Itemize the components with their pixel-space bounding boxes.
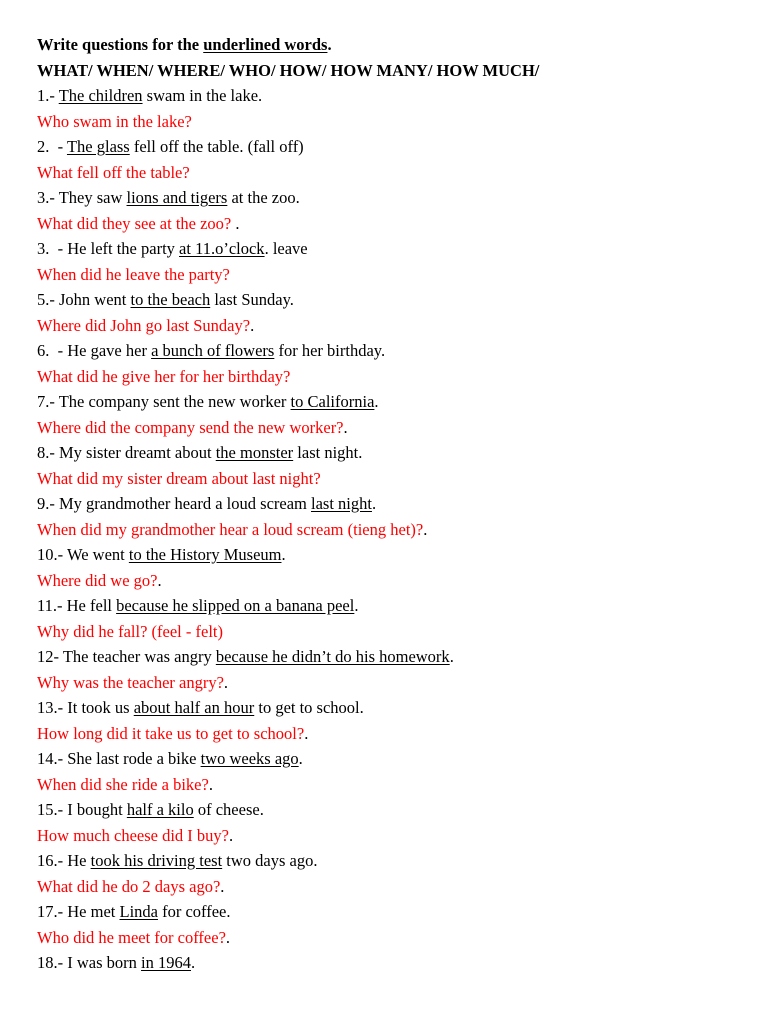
- answer-question: [37, 721, 737, 747]
- sentence-text: at the zoo.: [227, 188, 300, 207]
- sentence-text: 15.- I bought: [37, 800, 127, 819]
- sentence-text: .: [374, 392, 379, 411]
- instruction-underlined-text: underlined words: [203, 35, 328, 54]
- answer-text: When did my grandmother hear a loud scream (tieng het)?: [37, 519, 424, 539]
- answer-text: What did they see at the zoo?: [37, 213, 232, 233]
- sentence-text: last Sunday.: [210, 290, 294, 309]
- answer-punctuation: .: [223, 672, 229, 692]
- underlined-target-words: two weeks ago: [200, 749, 299, 768]
- answer-question: [37, 109, 737, 135]
- answer-punctuation: .: [250, 315, 255, 335]
- answer-text: When did she ride a bike?: [37, 774, 209, 794]
- underlined-target-words: because he slipped on a banana peel: [116, 596, 355, 615]
- sentence-text: .: [281, 545, 286, 564]
- underlined-target-words: half a kilo: [126, 800, 194, 819]
- underlined-target-words: to the beach: [130, 290, 211, 309]
- sentence-text: last night.: [293, 443, 363, 462]
- answer-question: [37, 670, 737, 696]
- sentence-text: 7.- The company sent the new worker: [37, 392, 291, 411]
- answer-punctuation: .: [208, 774, 213, 794]
- underlined-target-words: the monster: [215, 443, 294, 462]
- exercise-sentence: [37, 542, 737, 568]
- sentence-text: of cheese.: [193, 800, 264, 819]
- sentence-text: 8.- My sister dreamt about: [37, 443, 216, 462]
- answer-text: Why was the teacher angry?: [37, 672, 224, 692]
- underlined-target-words: at 11.o’clock: [179, 239, 265, 258]
- sentence-text: 6. - He gave her: [37, 341, 152, 360]
- answer-punctuation: .: [228, 825, 234, 845]
- sentence-text: 10.- We went: [37, 545, 129, 564]
- answer-question: [37, 313, 737, 339]
- instruction-text: Write questions for the: [37, 35, 204, 54]
- answer-text: Who swam in the lake?: [37, 111, 192, 131]
- instruction-period: .: [327, 35, 332, 54]
- underlined-target-words: to California: [290, 392, 375, 411]
- answer-question: [37, 823, 737, 849]
- worksheet-page: [37, 32, 737, 976]
- sentence-text: 14.- She last rode a bike: [37, 749, 201, 768]
- answer-question: [37, 568, 737, 594]
- answer-question: [37, 874, 737, 900]
- sentence-text: 16.- He: [37, 851, 91, 870]
- underlined-target-words: The glass: [66, 137, 130, 156]
- answer-punctuation: .: [343, 417, 348, 437]
- exercise-sentence: [37, 593, 737, 619]
- sentence-text: for coffee.: [157, 902, 231, 921]
- answer-punctuation: .: [157, 570, 162, 590]
- sentence-text: 1.-: [37, 86, 59, 105]
- sentence-text: .: [191, 953, 196, 972]
- answer-punctuation: .: [220, 876, 225, 896]
- answer-text: Where did John go last Sunday?: [37, 315, 251, 335]
- exercise-sentence: [37, 287, 737, 313]
- answer-text: What did he give her for her birthday?: [37, 366, 291, 386]
- instruction-line: [37, 32, 737, 58]
- sentence-text: .: [298, 749, 303, 768]
- answer-question: [37, 364, 737, 390]
- underlined-target-words: lions and tigers: [126, 188, 228, 207]
- underlined-target-words: to the History Museum: [128, 545, 282, 564]
- answer-text: When did he leave the party?: [37, 264, 230, 284]
- exercise-sentence: [37, 236, 737, 262]
- sentence-text: 3.- They saw: [37, 188, 127, 207]
- answer-text: Where did the company send the new worker?: [37, 417, 344, 437]
- answer-question: [37, 517, 737, 543]
- sentence-text: . leave: [264, 239, 308, 258]
- exercise-sentence: [37, 491, 737, 517]
- answer-question: [37, 211, 737, 237]
- exercise-sentence: [37, 644, 737, 670]
- answer-text: What did my sister dream about last night?: [37, 468, 321, 488]
- exercise-sentence: [37, 848, 737, 874]
- underlined-target-words: about half an hour: [133, 698, 255, 717]
- answer-text: How much cheese did I buy?: [37, 825, 229, 845]
- answer-question: [37, 262, 737, 288]
- answer-text: How long did it take us to get to school?: [37, 723, 305, 743]
- exercise-sentence: [37, 185, 737, 211]
- exercise-sentence: [37, 83, 737, 109]
- sentence-text: to get to school.: [254, 698, 364, 717]
- answer-punctuation: .: [225, 927, 231, 947]
- sentence-text: 5.- John went: [37, 290, 131, 309]
- sentence-text: 12- The teacher was angry: [37, 647, 216, 666]
- sentence-text: 17.- He met: [37, 902, 120, 921]
- answer-question: [37, 619, 737, 645]
- answer-question: [37, 772, 737, 798]
- exercise-sentence: [37, 338, 737, 364]
- answer-question: [37, 160, 737, 186]
- underlined-target-words: Linda: [119, 902, 158, 921]
- answer-question: [37, 415, 737, 441]
- sentence-text: 9.- My grandmother heard a loud scream: [37, 494, 311, 513]
- sentence-text: 13.- It took us: [37, 698, 134, 717]
- exercise-sentence: [37, 899, 737, 925]
- underlined-target-words: because he didn’t do his homework: [215, 647, 450, 666]
- answer-text: What did he do 2 days ago?: [37, 876, 221, 896]
- question-words-line: WHAT/ WHEN/ WHERE/ WHO/ HOW/ HOW MANY/ HOW MUCH/: [37, 60, 540, 80]
- underlined-target-words: last night: [311, 494, 372, 513]
- exercise-sentence: [37, 950, 737, 976]
- underlined-target-words: The children: [58, 86, 143, 105]
- sentence-text: .: [449, 647, 454, 666]
- exercise-sentence: [37, 695, 737, 721]
- exercise-list: [37, 83, 737, 976]
- sentence-text: for her birthday.: [274, 341, 386, 360]
- exercise-sentence: [37, 746, 737, 772]
- exercise-sentence: [37, 389, 737, 415]
- exercise-sentence: [37, 134, 737, 160]
- answer-text: What fell off the table?: [37, 162, 190, 182]
- sentence-text: 18.- I was born: [37, 953, 142, 972]
- sentence-text: swam in the lake.: [142, 86, 263, 105]
- answer-punctuation: .: [304, 723, 309, 743]
- sentence-text: fell off the table. (fall off): [129, 137, 304, 156]
- sentence-text: 11.- He fell: [37, 596, 117, 615]
- sentence-text: 2. -: [37, 137, 67, 156]
- sentence-text: two days ago.: [222, 851, 318, 870]
- sentence-text: .: [354, 596, 359, 615]
- sentence-text: 3. - He left the party: [37, 239, 180, 258]
- sentence-text: .: [371, 494, 377, 513]
- answer-question: [37, 466, 737, 492]
- answer-punctuation: .: [231, 213, 240, 233]
- exercise-sentence: [37, 440, 737, 466]
- underlined-target-words: in 1964: [141, 953, 191, 972]
- answer-text: Where did we go?: [37, 570, 158, 590]
- answer-text: Who did he meet for coffee?: [37, 927, 226, 947]
- answer-punctuation: .: [423, 519, 428, 539]
- exercise-sentence: [37, 797, 737, 823]
- underlined-target-words: took his driving test: [90, 851, 223, 870]
- answer-question: [37, 925, 737, 951]
- underlined-target-words: a bunch of flowers: [151, 341, 275, 360]
- answer-text: Why did he fall? (feel - felt): [37, 621, 223, 641]
